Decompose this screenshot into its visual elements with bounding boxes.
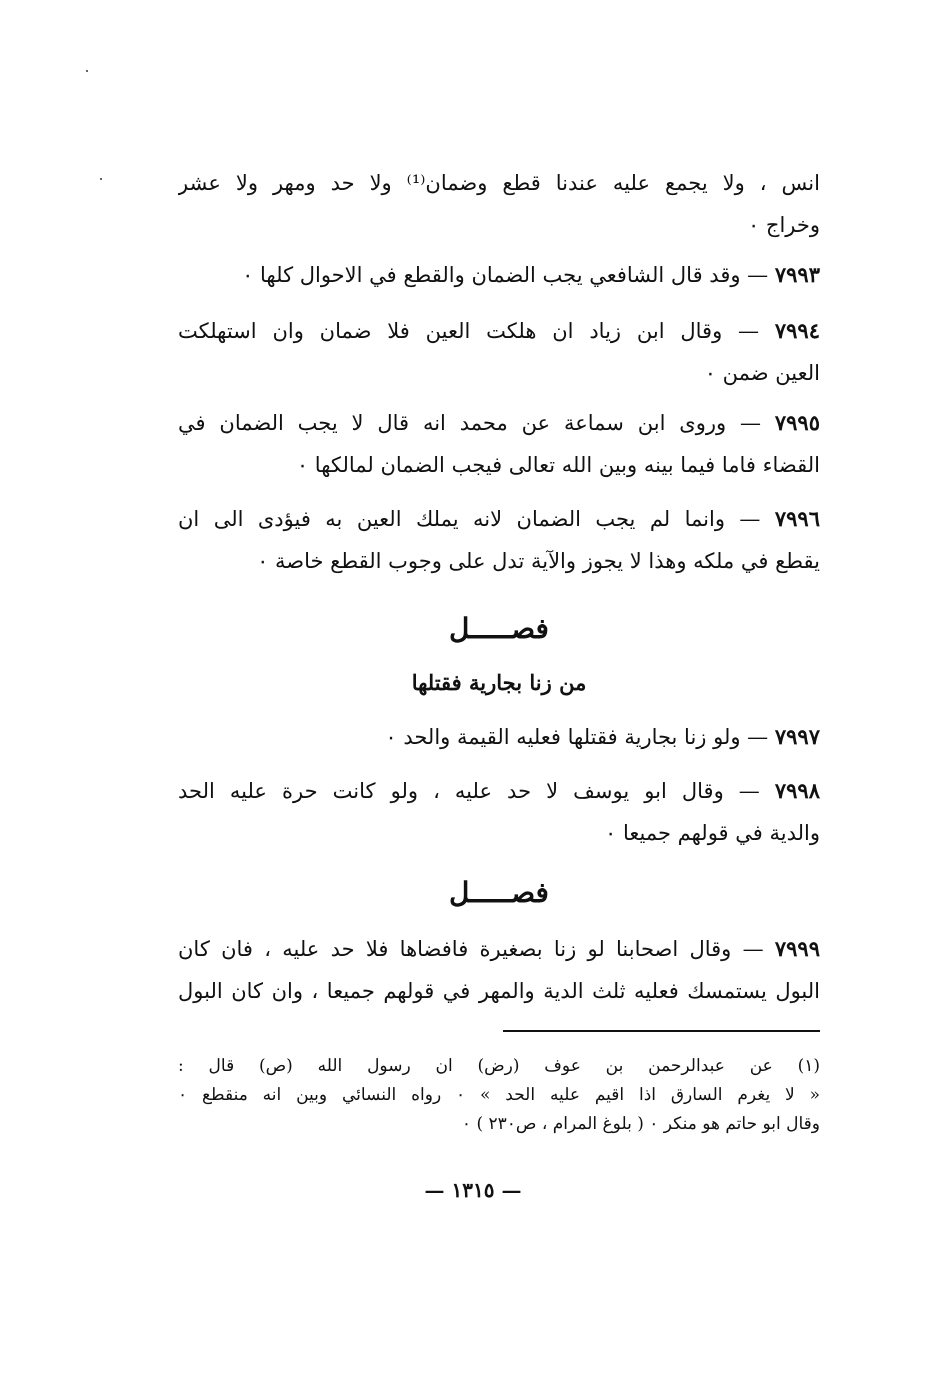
scan-speck — [100, 178, 102, 180]
paragraph-7998 — [178, 770, 820, 854]
section-subheading: من زنا بجارية فقتلها — [411, 670, 587, 695]
paragraph-continuation — [178, 162, 820, 246]
footnotes — [178, 1052, 820, 1139]
paragraph-7999 — [178, 928, 820, 1012]
text-line: يقطع في ملكه وهذا لا يجوز والآية تدل على وجوب القطع خاصة ٠ — [257, 549, 820, 573]
paragraph-number: ٧٩٩٥ — [774, 410, 820, 435]
scan-speck — [86, 70, 88, 72]
paragraph-number: ٧٩٩٩ — [774, 936, 820, 961]
text-line: — وقال اصحابنا لو زنا بصغيرة فافضاها فلا حد عليه ، فان كان — [178, 937, 764, 961]
paragraph-number: ٧٩٩٤ — [774, 318, 820, 343]
section-heading: فصـــــل — [449, 876, 549, 909]
text-line: العين ضمن ٠ — [704, 361, 820, 385]
text-line: — وقد قال الشافعي يجب الضمان والقطع في الاحوال كلها ٠ — [242, 263, 769, 287]
paragraph-number: ٧٩٩٨ — [774, 778, 820, 803]
text-line: وخراج ٠ — [747, 213, 820, 237]
footnote-line: (١) عن عبدالرحمن بن عوف (رض) ان رسول الله (ص) قال : — [178, 1056, 820, 1076]
section-heading: فصـــــل — [449, 612, 549, 645]
text-line: — وانما لم يجب الضمان لانه يملك العين به فيؤدى الى ان — [178, 507, 761, 531]
text-line: والدية في قولهم جميعا ٠ — [605, 821, 820, 845]
text-line: انس ، ولا يجمع عليه عندنا قطع وضمان⁽¹⁾ ولا حد ومهر ولا عشر — [178, 171, 820, 195]
page-number: — ١٣١٥ — — [424, 1178, 522, 1202]
paragraph-7994 — [178, 310, 820, 394]
paragraph-7997 — [178, 716, 820, 758]
footnote-line: وقال ابو حاتم هو منكر ٠ ( بلوغ المرام ، ص٢٣٠ ) ٠ — [461, 1114, 820, 1134]
paragraph-number: ٧٩٩٣ — [774, 262, 820, 287]
paragraph-7995 — [178, 402, 820, 486]
paragraph-7993 — [178, 254, 820, 296]
paragraph-number: ٧٩٩٧ — [774, 724, 820, 749]
text-line: — ولو زنا بجارية فقتلها فعليه القيمة والحد ٠ — [385, 725, 769, 749]
paragraph-number: ٧٩٩٦ — [774, 506, 820, 531]
text-line: القضاء فاما فيما بينه وبين الله تعالى فيجب الضمان لمالكها ٠ — [296, 453, 820, 477]
footnote-line: « لا يغرم السارق اذا اقيم عليه الحد » ٠ رواه النسائي وبين انه منقطع ٠ — [178, 1085, 820, 1105]
text-line: — وروى ابن سماعة عن محمد انه قال لا يجب الضمان في — [178, 411, 761, 435]
text-line: البول يستمسك فعليه ثلث الدية والمهر في قولهم جميعا ، وان كان البول — [178, 979, 820, 1003]
text-line: — وقال ابن زياد ان هلكت العين فلا ضمان وان استهلكت — [178, 319, 760, 343]
paragraph-7996 — [178, 498, 820, 582]
text-line: — وقال ابو يوسف لا حد عليه ، ولو كانت حرة عليه الحد — [178, 779, 760, 803]
footnote-divider — [503, 1030, 820, 1032]
